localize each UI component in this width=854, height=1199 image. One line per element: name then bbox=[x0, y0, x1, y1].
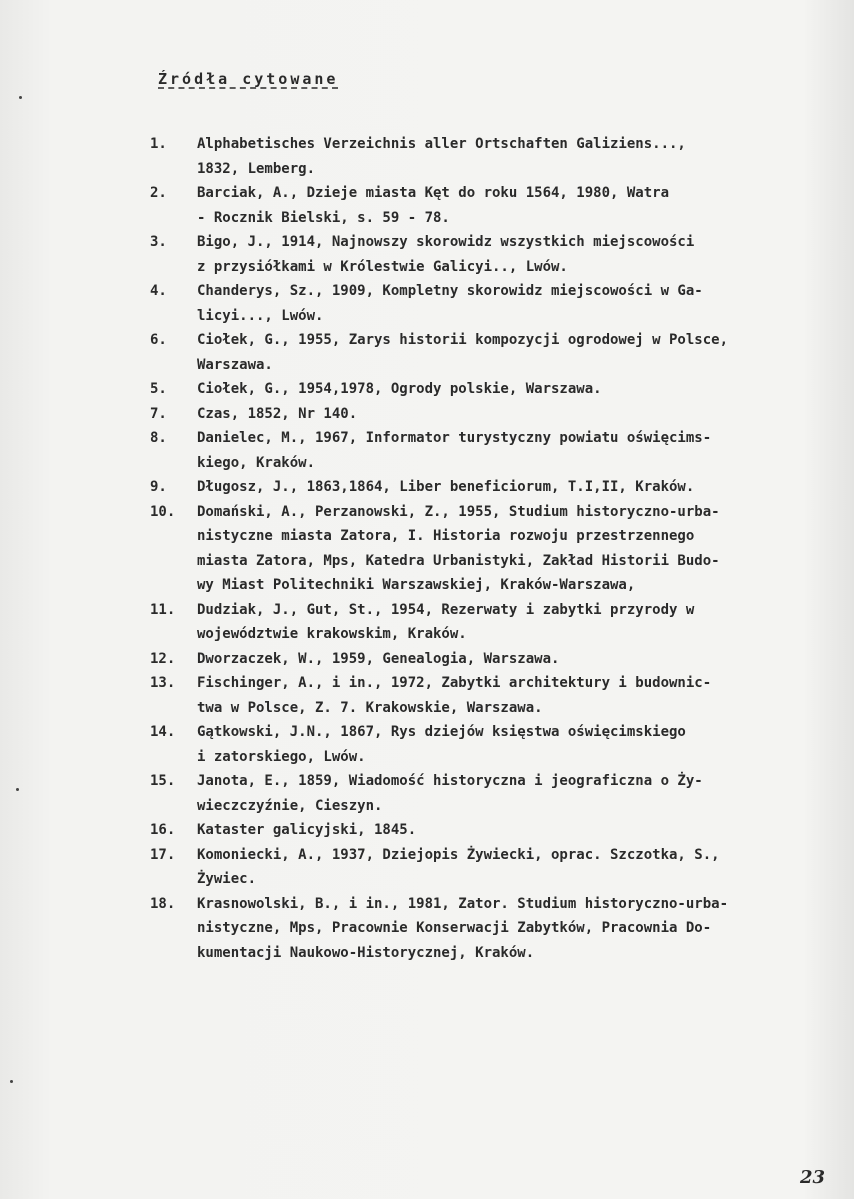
entry-line: - Rocznik Bielski, s. 59 - 78. bbox=[197, 209, 450, 226]
entry-text bbox=[197, 892, 850, 966]
entry-number: 2. bbox=[150, 185, 167, 201]
entry-text bbox=[197, 328, 850, 377]
bibliography-entry bbox=[150, 818, 850, 843]
entry-line: Dworzaczek, W., 1959, Genealogia, Warszawa. bbox=[197, 650, 560, 667]
entry-text bbox=[197, 279, 850, 328]
entry-line: kumentacji Naukowo-Historycznej, Kraków. bbox=[197, 944, 535, 961]
entry-line: i zatorskiego, Lwów. bbox=[197, 748, 366, 765]
entry-line: Chanderys, Sz., 1909, Kompletny skorowidz miejscowości w Ga- bbox=[197, 283, 703, 299]
entry-text bbox=[197, 181, 850, 230]
entry-number: 12. bbox=[150, 650, 176, 667]
entry-line: miasta Zatora, Mps, Katedra Urbanistyki, Zakład Historii Budo- bbox=[197, 552, 720, 569]
entry-line: Danielec, M., 1967, Informator turystyczny powiatu oświęcims- bbox=[197, 430, 712, 446]
entry-text bbox=[197, 720, 850, 769]
entry-number: 5. bbox=[150, 381, 167, 397]
bibliography-entry bbox=[150, 181, 850, 230]
entry-line: Janota, E., 1859, Wiadomość historyczna i jeograficzna o Ży- bbox=[197, 773, 703, 789]
entry-line: Żywiec. bbox=[197, 871, 257, 887]
entry-line: Długosz, J., 1863,1864, Liber beneficiorum, T.I,II, Kraków. bbox=[197, 479, 695, 495]
entry-line: Bigo, J., 1914, Najnowszy skorowidz wszystkich miejscowości bbox=[197, 234, 695, 250]
scan-speck bbox=[16, 788, 19, 791]
scan-speck bbox=[19, 96, 22, 99]
entry-text bbox=[197, 598, 850, 647]
bibliography-entry bbox=[150, 132, 850, 181]
entry-text bbox=[197, 769, 850, 818]
entry-number: 4. bbox=[150, 283, 167, 299]
entry-line: nistyczne, Mps, Pracownie Konserwacji Zabytków, Pracownia Do- bbox=[197, 920, 712, 936]
entry-line: Barciak, A., Dzieje miasta Kęt do roku 1564, 1980, Watra bbox=[197, 185, 670, 201]
entry-text bbox=[197, 671, 850, 720]
bibliography-entry bbox=[150, 279, 850, 328]
entry-number: 17. bbox=[150, 846, 176, 863]
entry-text bbox=[197, 500, 850, 598]
bibliography-entry bbox=[150, 426, 850, 475]
entry-line: wy Miast Politechniki Warszawskiej, Kraków-Warszawa, bbox=[197, 577, 636, 593]
entry-line: Kataster galicyjski, 1845. bbox=[197, 822, 417, 838]
bibliography-entry bbox=[150, 500, 850, 598]
bibliography-entry bbox=[150, 892, 850, 966]
entry-text bbox=[197, 402, 850, 427]
entry-line: Dudziak, J., Gut, St., 1954, Rezerwaty i zabytki przyrody w bbox=[197, 601, 695, 618]
entry-number: 1. bbox=[150, 136, 167, 152]
entry-line: kiego, Kraków. bbox=[197, 454, 316, 471]
entry-number: 14. bbox=[150, 724, 176, 740]
bibliography-entry bbox=[150, 769, 850, 818]
entry-text bbox=[197, 843, 850, 892]
entry-line: 1832, Lemberg. bbox=[197, 160, 316, 177]
bibliography-entry bbox=[150, 598, 850, 647]
entry-line: z przysiółkami w Królestwie Galicyi.., Lwów. bbox=[197, 258, 568, 275]
entry-number: 6. bbox=[150, 332, 167, 348]
entry-line: Warszawa. bbox=[197, 356, 273, 373]
entry-text bbox=[197, 647, 850, 672]
entry-number: 16. bbox=[150, 822, 176, 838]
entry-line: licyi..., Lwów. bbox=[197, 307, 324, 324]
entry-number: 15. bbox=[150, 773, 176, 789]
entry-text bbox=[197, 230, 850, 279]
entry-number: 13. bbox=[150, 675, 176, 691]
entry-line: nistyczne miasta Zatora, I. Historia rozwoju przestrzennego bbox=[197, 528, 695, 544]
bibliography-entry bbox=[150, 230, 850, 279]
entry-text bbox=[197, 818, 850, 843]
entry-number: 8. bbox=[150, 430, 167, 446]
entry-number: 7. bbox=[150, 405, 167, 422]
entry-line: Gątkowski, J.N., 1867, Rys dziejów księstwa oświęcimskiego bbox=[197, 724, 686, 740]
page-heading: Źródła cytowane bbox=[158, 70, 339, 88]
bibliography-entry bbox=[150, 377, 850, 402]
entry-line: Czas, 1852, Nr 140. bbox=[197, 405, 358, 422]
entry-number: 18. bbox=[150, 895, 176, 912]
bibliography-list bbox=[150, 132, 850, 965]
page-number: 23 bbox=[800, 1167, 826, 1188]
bibliography-entry bbox=[150, 475, 850, 500]
entry-line: województwie krakowskim, Kraków. bbox=[197, 626, 467, 642]
scan-speck bbox=[10, 1080, 13, 1083]
entry-number: 10. bbox=[150, 503, 176, 520]
bibliography-entry bbox=[150, 843, 850, 892]
entry-number: 11. bbox=[150, 601, 176, 618]
entry-number: 3. bbox=[150, 234, 167, 250]
entry-line: Fischinger, A., i in., 1972, Zabytki architektury i budownic- bbox=[197, 675, 712, 691]
bibliography-entry bbox=[150, 671, 850, 720]
entry-line: Komoniecki, A., 1937, Dziejopis Żywiecki, oprac. Szczotka, S., bbox=[197, 846, 720, 863]
entry-number: 9. bbox=[150, 479, 167, 495]
entry-text bbox=[197, 426, 850, 475]
entry-line: twa w Polsce, Z. 7. Krakowskie, Warszawa. bbox=[197, 699, 543, 716]
entry-line: Ciołek, G., 1954,1978, Ogrody polskie, Warszawa. bbox=[197, 381, 602, 397]
entry-line: wieczczyźnie, Cieszyn. bbox=[197, 797, 383, 814]
entry-line: Alphabetisches Verzeichnis aller Ortschaften Galiziens..., bbox=[197, 136, 686, 152]
entry-line: Ciołek, G., 1955, Zarys historii kompozycji ogrodowej w Polsce, bbox=[197, 332, 729, 348]
bibliography-entry bbox=[150, 328, 850, 377]
bibliography-entry bbox=[150, 647, 850, 672]
entry-text bbox=[197, 377, 850, 402]
entry-line: Domański, A., Perzanowski, Z., 1955, Studium historyczno-urba- bbox=[197, 503, 720, 520]
bibliography-entry bbox=[150, 720, 850, 769]
entry-text bbox=[197, 132, 850, 181]
bibliography-entry bbox=[150, 402, 850, 427]
entry-text bbox=[197, 475, 850, 500]
entry-line: Krasnowolski, B., i in., 1981, Zator. Studium historyczno-urba- bbox=[197, 895, 729, 912]
